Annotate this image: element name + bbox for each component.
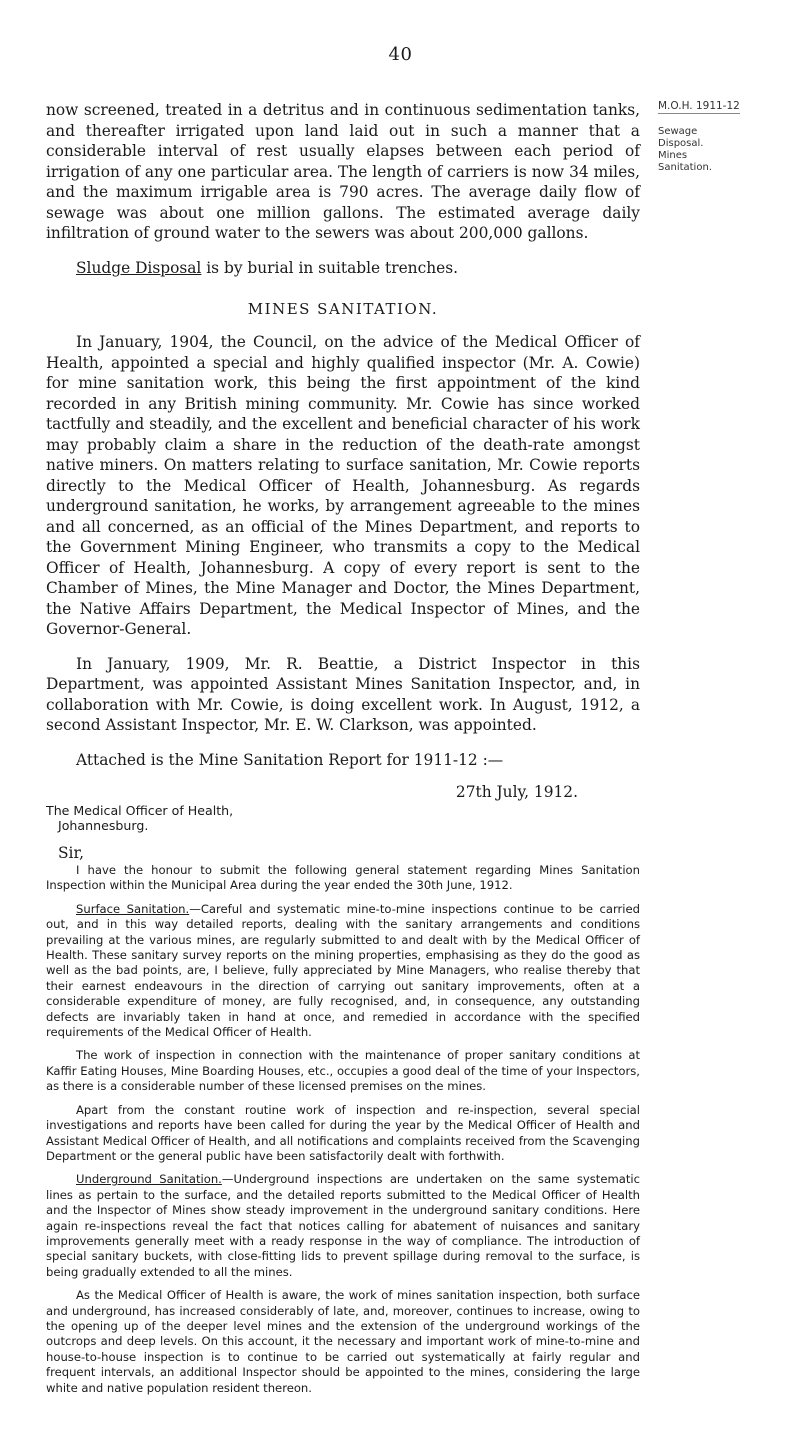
margin-note: Disposal. [658,138,704,149]
sludge-text: is by burial in suitable trenches. [201,258,459,277]
sludge-paragraph [46,258,640,279]
surface-text: —Careful and systematic mine-to-mine inspections continue to be carried out, and in this way detailed reports, dealing with the sanitary arrangements and conditions prevailing at the various mines, are regularly submitted to and dealt with by the Medical Officer of Health. These sanitary survey reports on the mining properties, emphasising as they do the good as well as the bad points, are, I believe, fully appreciated by Mine Managers, who realise thereby that their earnest endeavours in the direction of carrying out sanitary improvements, often at a considerable expenditure of money, are fully recognised, and, in consequence, any outstanding defects are invariably taken in hand at once, and remedied in accordance with the specified requirements of the Medical Officer of Health. [46,901,640,1040]
kaffir-paragraph: The work of inspection in connection with the maintenance of proper sanitary conditions at Kaffir Eating Houses, Mine Boarding Houses, etc., occupies a good deal of the time of your Inspectors, as there is a considerable number of these licensed premises on the mines. [46,1048,640,1094]
underground-label: Underground Sanitation. [76,1172,222,1187]
underground-paragraph [46,1172,640,1280]
letter-addressee [46,803,640,833]
salutation: Sir, [58,843,85,862]
page-body [46,100,640,1396]
final-paragraph: As the Medical Officer of Health is aware, the work of mines sanitation inspection, both surface and underground, has increased considerably of late, and, moreover, continues to increase, owing to the opening up of the deeper level mines and the extension of the underground workings of the outcrops and deep levels. On this account, it the necessary and important work of mine-to-mine and house-to-house inspection is to continue to be carried out systematically at fairly regular and frequent intervals, an additional Inspector should be appointed to the mines, considering the large white and native population resident thereon. [46,1288,640,1395]
underground-text: —Underground inspections are undertaken on the same systematic lines as pertain to the surface, and the detailed reports submitted to the Medical Officer of Health and the Inspector of Mines show steady improvement in the underground sanitary conditions. Here again re-inspections reveal the fact that notices calling for abatement of nuisances and sanitary improvements generally meet with a ready response in the way of compliance. The introduction of special sanitary buckets, with close-fitting lids to prevent spillage during removal to the surface, is being gradually extended to all the mines. [46,1172,641,1279]
letter-paragraph: I have the honour to submit the following general statement regarding Mines Sanitation Inspection within the Municipal Area during the year ended the 30th June, 1912. [46,863,640,893]
sludge-label: Sludge Disposal [76,258,202,277]
margin-notes [658,100,798,174]
apart-paragraph: Apart from the constant routine work of inspection and re-inspection, several special investigations and reports have been called for during the year by the Medical Officer of Health and Assistant Medical Officer of Health, and all notifications and complaints received from the Scavenging Department or the general public have been satisfactorily dealt with forthwith. [46,1102,640,1163]
addressee-line: The Medical Officer of Health, [46,802,234,818]
margin-note: Sanitation. [658,162,712,173]
surface-label: Surface Sanitation. [76,901,190,916]
intro-paragraph: now screened, treated in a detritus and in continuous sedimentation tanks, and thereafter irrigated upon land laid out in such a manner that a considerable interval of rest usually elapses between each period of irrigation of any one particular area. The length of carriers is now 34 miles, and the maximum irrigable area is 790 acres. The average daily flow of sewage was about one million gallons. The estimated average daily infiltration of ground water to the sewers was about 200,000 gallons. [46,101,640,242]
attached-line: Attached is the Mine Sanitation Report for 1911-12 :— [76,750,504,769]
mines-paragraph-1: In January, 1904, the Council, on the advice of the Medical Officer of Health, appointed a special and highly qualified inspector (Mr. A. Cowie) for mine sanitation work, this being the first appointment of the kind recorded in any British mining community. Mr. Cowie has since worked tactfully and steadily, and the excellent and beneficial character of his work may probably claim a share in the reduction of the death-rate amongst native miners. On matters relating to surface sanitation, Mr. Cowie reports directly to the Medical Officer of Health, Johannesburg. As regards underground sanitation, he works, by arrangement agreeable to the mines and all concerned, as an official of the Mines Department, and reports to the Government Mining Engineer, who transmits a copy to the Medical Officer of Health, Johannesburg. A copy of every report is sent to the Chamber of Mines, the Mine Manager and Doctor, the Mines Department, the Native Affairs Department, the Medical Inspector of Mines, and the Governor-General. [46,333,640,638]
letter-date: 27th July, 1912. [455,783,578,801]
addressee-line: Johannesburg. [58,817,149,833]
margin-note: Mines [658,150,688,161]
surface-paragraph [46,902,640,1041]
report-code: M.O.H. 1911-12 [658,100,740,112]
margin-note: Sewage [658,126,698,137]
section-heading: MINES SANITATION. [247,300,439,318]
mines-paragraph-2: In January, 1909, Mr. R. Beattie, a District Inspector in this Department, was appointed Assistant Mines Sanitation Inspector, and, in collaboration with Mr. Cowie, is doing excellent work. In August, 1912, a second Assistant Inspector, Mr. E. W. Clarkson, was appointed. [46,654,640,734]
page-number: 40 [388,44,413,65]
